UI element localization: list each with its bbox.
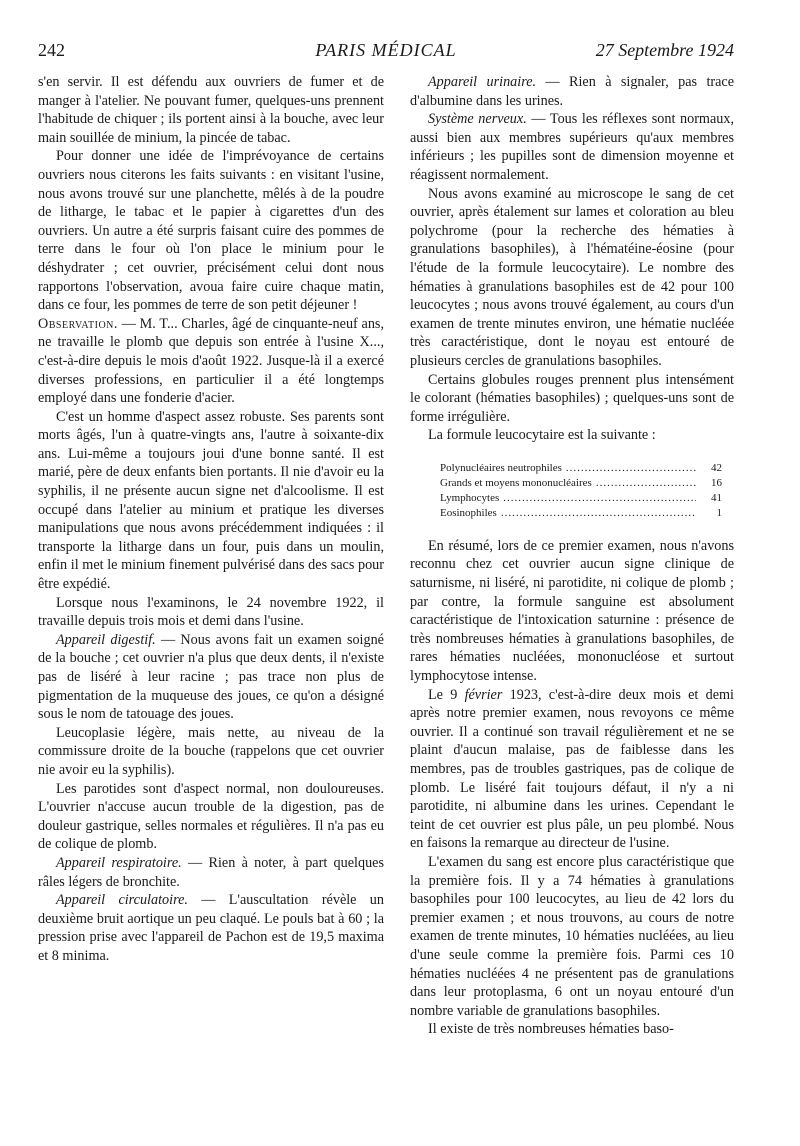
table-row <box>440 491 722 506</box>
paragraph: Certains globules rouges prennent plus intensément le colorant (hématies basophiles) ; quelques-uns sont de forme irrégulière. <box>410 371 734 425</box>
formula-value: 16 <box>711 476 722 489</box>
right-column <box>410 73 734 1039</box>
dot-leader <box>501 506 696 521</box>
issue-date: 27 Septembre 1924 <box>595 40 734 60</box>
section-lead: Appareil urinaire. <box>428 74 537 90</box>
paragraph: Pour donner une idée de l'imprévoyance de certains ouvriers nous citerons les faits suivants : en visitant l'usine, nous avons trouvé sur une planchette, mêlés à de la poudre de litharge, le tabac et le papier à cigarettes d'un des ouvriers. Un autre a été surpris faisant cuire des pommes de terre dans le four où l'on place le minium pour le déshydrater ; cet ouvrier, précisément celui dont nous rapportons l'observation, avoua faire cuire chaque matin, dans ce four, les pommes de terre de son petit déjeuner ! <box>38 148 384 314</box>
table-row <box>440 461 722 476</box>
formula-label: Grands et moyens mononucléaires <box>440 476 592 489</box>
table-row <box>440 476 722 491</box>
circulatory-paragraph <box>38 891 384 965</box>
formula-label: Polynucléaires neutrophiles <box>440 461 562 474</box>
page-number: 242 <box>38 40 65 60</box>
paragraph: L'examen du sang est encore plus caractéristique que la première fois. Il y a 74 hématies à granulations basophiles pour 100 leucocytes, au lieu de 42 lors du premier examen ; et nous trouvons, au cours de notre examen de trente minutes, 10 hématies nucléées, au lieu d'une seule comme la première fois. Parmi ces 10 hématies nucléées 4 ne présentent pas de granulations dans leur protoplasma, 6 ont un noyau entouré d'un nombre variable de granulations basophiles. <box>410 853 734 1019</box>
followup-month: février <box>464 686 503 703</box>
dot-leader <box>503 491 696 506</box>
paragraph: La formule leucocytaire est la suivante : <box>428 427 656 444</box>
journal-title: PARIS MÉDICAL <box>315 40 457 60</box>
leucocyte-formula-table <box>440 461 722 521</box>
paragraph-text: 1923, c'est-à-dire deux mois et demi après notre premier examen, nous revoyons ce même ouvrier. Il a continué son travail régulièrement et ne se plaint d'aucun malaise, pas de faiblesse dans les membres, pas de troubles gastriques, pas de colique de plomb. Le liséré fait toujours défaut, il n'y a ni parotidite, ni albumine dans les urines. Cependant le teint de cet ouvrier est plus pâle, un peu plombé. Nous en faisons la remarque au directeur de l'usine. <box>410 686 734 852</box>
paragraph-text: — Rien à noter, à part quelques râles légers de bronchite. <box>38 854 384 890</box>
paragraph-text: — Nous avons fait un examen soigné de la bouche ; cet ouvrier n'a plus que deux dents, il n'existe pas de liséré à leur racine ; pas trace non plus de pigmentation de la muqueuse des joues, ce qu'on a désigné sous le nom de tatouage des joues. <box>38 631 384 723</box>
digestive-paragraph <box>38 631 384 724</box>
paragraph: Leucoplasie légère, mais nette, au niveau de la commissure droite de la bouche (rappelons que cet ouvrier nie avoir eu la syphilis). <box>38 724 384 778</box>
formula-value: 42 <box>711 461 722 474</box>
section-lead: Appareil digestif. <box>56 631 156 648</box>
paragraph-text: — Rien à signaler, pas trace d'albumine dans les urines. <box>410 74 735 109</box>
nervous-paragraph <box>410 110 734 184</box>
paragraph: Lorsque nous l'examinons, le 24 novembre 1922, il travaille depuis trois mois et demi dans l'usine. <box>38 594 384 630</box>
paragraph-text: Le 9 <box>428 686 465 703</box>
respiratory-paragraph <box>38 854 384 891</box>
table-row <box>440 506 722 521</box>
section-lead: Appareil circulatoire. <box>56 892 188 909</box>
formula-value: 1 <box>716 506 722 519</box>
paragraph: s'en servir. Il est défendu aux ouvriers de fumer et de manger à l'atelier. Ne pouvant fumer, quelques-uns prennent l'habitude de chiquer ; ils portent ainsi à la bouche, avec leur main souillée de minium, la pincée de tabac. <box>38 74 384 146</box>
section-lead: Observation. <box>38 315 118 332</box>
paragraph-text: — L'auscultation révèle un deuxième bruit aortique un peu claqué. Le pouls bat à 60 ; la pression prise avec l'appareil de Pachon est de 19,5 maxima et 8 minima. <box>38 892 384 964</box>
formula-label: Eosinophiles <box>440 506 497 519</box>
formula-value: 41 <box>711 491 722 504</box>
paragraph: Les parotides sont d'aspect normal, non douloureuses. L'ouvrier n'accuse aucun trouble de la digestion, pas de douleur gastrique, selles normales et régulières. Il n'a pas eu de colique de plomb. <box>38 780 384 853</box>
formula-label: Lymphocytes <box>440 491 500 504</box>
dot-leader <box>566 461 696 476</box>
running-header <box>38 40 734 70</box>
section-lead: Appareil respiratoire. <box>56 854 182 871</box>
left-column <box>38 73 384 966</box>
dot-leader <box>596 476 696 491</box>
followup-paragraph <box>410 686 734 853</box>
paragraph: C'est un homme d'aspect assez robuste. Ses parents sont morts âgés, l'un à quatre-vingts ans, l'autre à soixante-dix ans. Lui-même a toujours joui d'une bonne santé. Il est marié, père de deux enfants bien portants. Il nie d'avoir eu la syphilis, il ne présente aucun signe net d'alcoolisme. Il est occupé dans l'atelier au minium et pratique les diverses manipulations que nous avons précédemment indiquées : il transporte la litharge dans un four, puis dans un moulin, enfin il met le minium finement pulvérisé dans des sacs pour être expédié. <box>38 408 384 593</box>
paragraph-text: — Tous les réflexes sont normaux, aussi bien aux membres supérieurs qu'aux membres inférieurs ; les pupilles sont de dimension moyenne et réagissent normalement. <box>410 111 734 183</box>
paragraph: En résumé, lors de ce premier examen, nous n'avons reconnu chez cet ouvrier aucun signe clinique de saturnisme, ni liséré, ni parotidite, ni colique de plomb ; par contre, la formule sanguine est absolument caractéristique de l'intoxication saturnine : présence de très nombreuses hématies à granulations basophiles, de rares hématies nucléées, mononucléose et surtout lymphocytose intense. <box>410 537 734 685</box>
paragraph: Il existe de très nombreuses hématies baso- <box>428 1021 674 1038</box>
urinary-paragraph <box>410 73 734 110</box>
paragraph: Nous avons examiné au microscope le sang de cet ouvrier, après étalement sur lames et coloration au bleu polychrome (pour la recherche des hématies à granulations basophiles), à l'hématéine-éosine (pour l'étude de la formule leucocytaire). Le nombre des hématies à granulations basophiles est de 42 pour 100 leucocytes ; nous avons trouvé également, au cours d'un examen de trente minutes environ, une hématie nucléée très caractéristique, dont le noyau est entouré de plusieurs cercles de granulations basophiles. <box>410 185 734 369</box>
paragraph-text: — M. T... Charles, âgé de cinquante-neuf ans, ne travaille le plomb que depuis son entrée à l'usine X..., c'est-à-dire depuis le mois d'août 1922. Jusque-là il a exercé diverses professions, en particulier il a été longtemps employé dans une fonderie d'acier. <box>38 315 384 407</box>
observation-paragraph <box>38 315 384 408</box>
section-lead: Système nerveux. <box>428 111 527 128</box>
